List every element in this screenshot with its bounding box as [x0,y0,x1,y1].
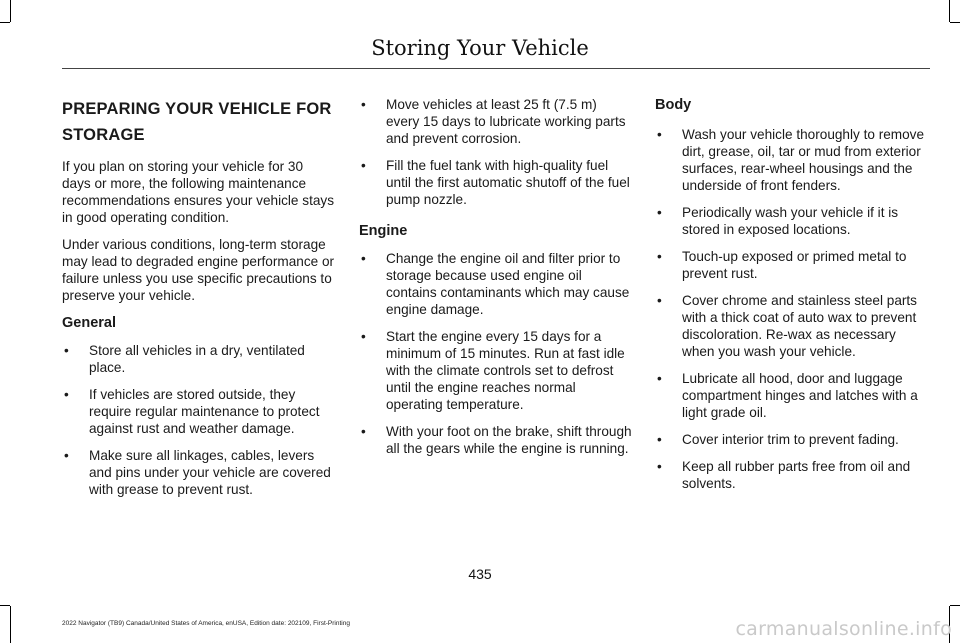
list-item [359,328,632,413]
warning-paragraph: Under various conditions, long-term storage may lead to degraded engine performance or failure unless you use specific precautions to preserve your vehicle. [62,237,335,303]
body-list [655,126,928,492]
list-item-text: Lubricate all hood, door and luggage compartment hinges and latches with a light grade oil. [682,371,918,420]
bullet-icon: • [64,448,69,463]
list-item-text: Start the engine every 15 days for a minimum of 15 minutes. Run at fast idle with the climate controls set to defrost until the engine reaches normal operating temperature. [386,329,625,412]
crop-mark-bottom-left-h [0,605,10,606]
engine-list [359,250,632,457]
list-item-text: Cover interior trim to prevent fading. [682,432,899,447]
list-item-text: Keep all rubber parts free from oil and solvents. [682,459,911,491]
crop-mark-bottom-right-h [950,605,960,606]
list-item-text: Store all vehicles in a dry, ventilated place. [89,343,305,375]
bullet-icon: • [657,127,662,142]
column-2 [359,96,632,467]
list-item-text: With your foot on the brake, shift through all the gears while the engine is running. [386,424,632,456]
bullet-icon: • [657,432,662,447]
list-item [655,126,928,194]
list-item-text: If vehicles are stored outside, they require regular maintenance to protect against rust and weather damage. [89,387,320,436]
list-item [655,292,928,360]
general-list [62,342,335,498]
watermark: carmanualsonline.info [735,618,952,640]
list-item-text: Make sure all linkages, cables, levers and pins under your vehicle are covered with grease to prevent rust. [89,448,331,497]
list-item [359,423,632,457]
bullet-icon: • [657,249,662,264]
engine-heading: Engine [359,223,408,239]
body-heading: Body [655,97,692,113]
footer-edition-text: 2022 Navigator (TB9) Canada/United States of America, enUSA, Edition date: 202109, First-Printing [62,620,350,627]
general-heading: General [62,315,116,331]
list-item [62,447,335,498]
list-item-text: Cover chrome and stainless steel parts with a thick coat of auto wax to prevent discoloration. Re-wax as necessary when you wash your vehicle. [682,293,917,359]
list-item [359,96,632,147]
bullet-icon: • [657,459,662,474]
list-item-text: Fill the fuel tank with high-quality fuel until the first automatic shutoff of the fuel pump nozzle. [386,158,630,207]
bullet-icon: • [64,387,69,402]
list-item [655,248,928,282]
general-list-continued [359,96,632,208]
crop-mark-top-left-h [0,22,10,23]
crop-mark-top-right-v [949,0,950,22]
list-item [62,386,335,437]
list-item-text: Wash your vehicle thoroughly to remove dirt, grease, oil, tar or mud from exterior surfaces, rear-wheel housings and the underside of front fenders. [682,127,925,193]
bullet-icon: • [657,293,662,308]
bullet-icon: • [657,371,662,386]
list-item [655,204,928,238]
crop-mark-top-left-v [10,0,11,22]
column-3 [655,96,928,502]
list-item-text: Periodically wash your vehicle if it is stored in exposed locations. [682,205,899,237]
intro-paragraph: If you plan on storing your vehicle for 30 days or more, the following maintenance recommendations ensures your vehicle stays in good operating condition. [62,159,335,225]
list-item [655,458,928,492]
list-item [359,250,632,318]
crop-mark-top-right-h [950,22,960,23]
header-divider [62,68,930,69]
section-heading-line-1: PREPARING YOUR VEHICLE FOR [62,100,332,118]
bullet-icon: • [64,343,69,358]
list-item [655,370,928,421]
bullet-icon: • [657,205,662,220]
crop-mark-bottom-left-v [10,606,11,643]
bullet-icon: • [361,158,366,173]
list-item-text: Touch-up exposed or primed metal to prevent rust. [682,249,907,281]
bullet-icon: • [361,97,366,112]
page-number: 435 [468,566,492,582]
list-item-text: Move vehicles at least 25 ft (7.5 m) every 15 days to lubricate working parts and prevent corrosion. [386,97,626,146]
section-heading [62,96,335,148]
page-header-title: Storing Your Vehicle [371,36,589,60]
list-item [359,157,632,208]
list-item [655,431,928,448]
column-1 [62,96,335,508]
section-heading-line-2: STORAGE [62,126,145,144]
list-item [62,342,335,376]
list-item-text: Change the engine oil and filter prior to storage because used engine oil contains contaminants which may cause engine damage. [386,251,630,317]
bullet-icon: • [361,251,366,266]
bullet-icon: • [361,424,366,439]
bullet-icon: • [361,329,366,344]
